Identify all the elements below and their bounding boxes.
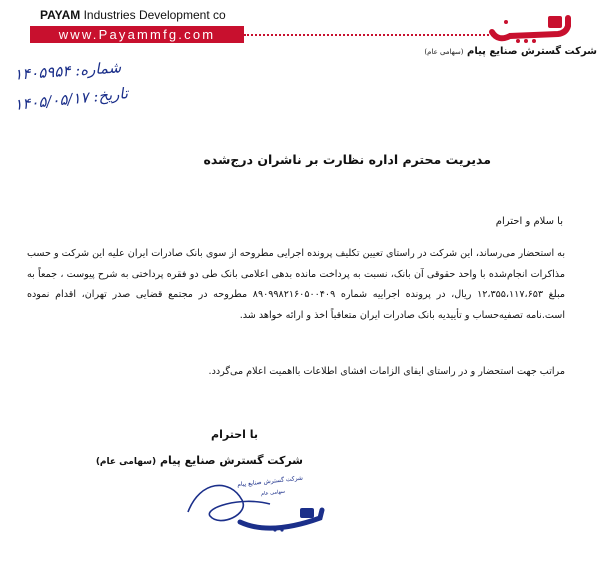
closing-phrase: با احترام — [211, 428, 258, 441]
closing-paragraph: مراتب جهت استحضار و در راستای ایفای الزامات افشای اطلاعات بااهمیت اعلام می‌گردد. — [208, 366, 565, 377]
recipient-line: مدیریت محترم اداره نظارت بر ناشران درج‌شده — [203, 152, 491, 167]
website-banner: www.Payammfg.com — [30, 26, 244, 43]
company-name-bold: PAYAM — [40, 8, 81, 22]
stamp-type-text: سهامی عام — [260, 488, 286, 498]
signatory-name: شرکت گسترش صنایع پیام — [160, 454, 303, 467]
company-name-persian-main: شرکت گسترش صنایع پیام — [467, 46, 597, 57]
handwritten-letter-number: شماره: ۱۴۰۵۹۵۴ — [13, 58, 122, 84]
payam-logo-icon — [488, 14, 576, 44]
company-name-persian — [424, 46, 597, 57]
letter-body-paragraph: به استحضار می‌رساند، این شرکت در راستای تعیین تکلیف پرونده اجرایی مطروحه از سوی بانک صادرات ایران علیه این شرکت و حسب مذاکرات انجام‌شده با واحد حقوقی آن بانک، نسبت به پرداخت مانده بدهی اعلامی بانک طی دو فقره پرداختی به شرح پیوست ، جمعاً به مبلغ ۱۲،۳۵۵،۱۱۷،۶۵۳ ریال، در پرونده اجراییه شماره ۸۹۰۹۹۸۲۱۶۰۵۰۰۴۰۹ مطروحه در مجتمع قضایی صدر تهران، اقدام نموده است.نامه تصفیه‌حساب و تأییدیه بانک صادرات ایران متعاقباً اخذ و ارائه خواهد شد. — [27, 248, 566, 321]
company-name-rest: Industries Development co — [80, 8, 226, 22]
handwritten-letter-date: تاریخ: ۱۴۰۵/۰۵/۱۷ — [13, 84, 129, 114]
salutation: با سلام و احترام — [495, 216, 563, 227]
company-type-suffix: (سهامی عام) — [424, 48, 464, 56]
stamp-company-text: شرکت گسترش صنایع پیام — [236, 474, 304, 489]
header-dotted-rule — [244, 34, 496, 36]
signatory-suffix: (سهامی عام) — [95, 457, 157, 467]
company-name-english — [40, 8, 226, 22]
signatory-company — [96, 454, 303, 467]
